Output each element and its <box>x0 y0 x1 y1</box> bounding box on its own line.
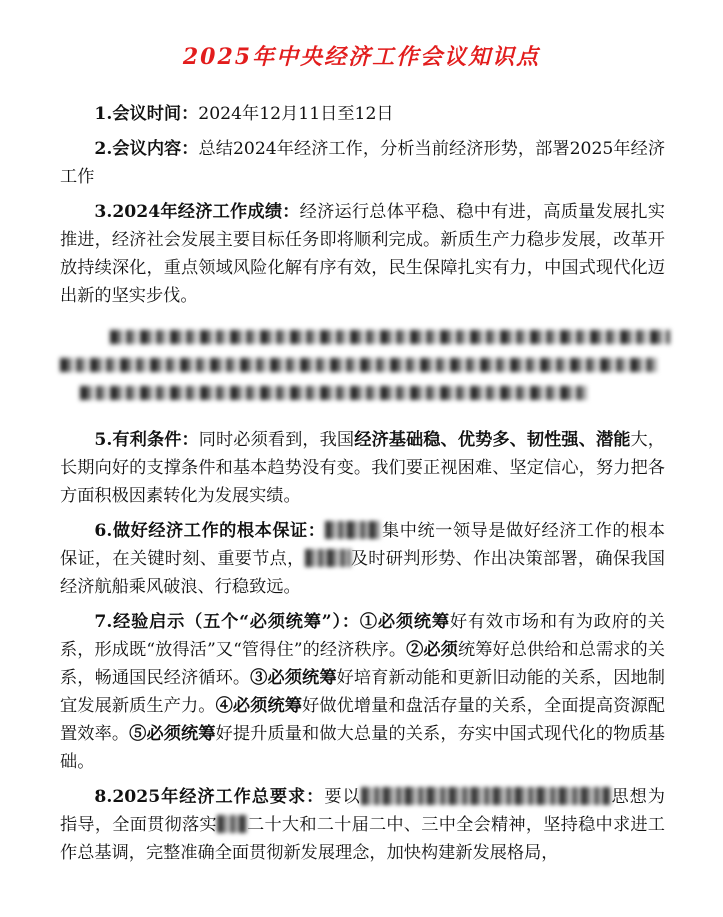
redacted-text <box>305 549 351 567</box>
item-text: 统筹好总供给和总需求的关系，畅通国民经济循环。 <box>60 640 665 688</box>
redacted-line <box>80 386 590 400</box>
item-emphasis: ④必须统筹 <box>215 696 303 716</box>
item-emphasis: ③必须统筹 <box>250 668 337 688</box>
item-text: 要以 <box>324 787 361 807</box>
item-text: 及时研判形势、作出决策部署，确保我国经济航船乘风破浪、行稳致远。 <box>60 549 665 597</box>
document-body <box>60 100 665 874</box>
item-label: 5.有利条件： <box>94 430 199 450</box>
item-meeting-content <box>60 135 665 191</box>
redacted-block <box>60 324 665 408</box>
item-fundamental-guarantee <box>60 517 665 601</box>
item-text: 集中统一领导是做好经济工作的根本保证，在关键时刻、重要节点， <box>60 521 665 569</box>
redacted-text <box>325 521 381 539</box>
item-text: 经济运行总体平稳、稳中有进，高质量发展扎实推进，经济社会发展主要目标任务即将顺利完成。新质生产力稳步发展，改革开放持续深化，重点领域风险化解有序有效，民生保障扎实有力，中国式现代化迈出新的坚实步伐。 <box>60 202 665 306</box>
item-label: 2.会议内容： <box>94 139 199 159</box>
document-title: 2025年中央经济工作会议知识点 <box>182 44 541 70</box>
redacted-text <box>361 787 611 805</box>
redacted-text <box>217 815 247 833</box>
item-emphasis: ①必须统筹 <box>359 612 450 632</box>
item-label: 6.做好经济工作的根本保证： <box>94 521 326 541</box>
item-experience-lessons <box>60 608 665 776</box>
item-label: 1.会议时间： <box>94 104 199 124</box>
item-text: 2024年12月11日至12日 <box>198 104 394 124</box>
item-text: 好提升质量和做大总量的关系，夯实中国式现代化的物质基础。 <box>60 724 665 772</box>
redacted-line <box>110 330 670 344</box>
item-text: 同时必须看到，我国 <box>198 430 355 450</box>
item-text: 总结2024年经济工作，分析当前经济形势，部署2025年经济工作 <box>60 139 666 187</box>
item-text: 好培育新动能和更新旧动能的关系，因地制宜发展新质生产力。 <box>60 668 665 716</box>
item-emphasis: 经济基础稳、优势多、韧性强、潜能 <box>354 430 631 450</box>
item-text: 好有效市场和有为政府的关系，形成既“放得活”又“管得住”的经济秩序。 <box>60 612 665 660</box>
item-2025-requirements <box>60 783 665 867</box>
item-text: 好做优增量和盘活存量的关系，全面提高资源配置效率。 <box>60 696 665 744</box>
item-emphasis: ⑤必须统筹 <box>129 724 216 744</box>
item-label: 3.2024年经济工作成绩： <box>94 202 300 222</box>
item-text: 思想为指导，全面贯彻落实 <box>60 787 665 835</box>
item-emphasis: ②必须 <box>406 640 458 660</box>
item-favorable-conditions <box>60 426 665 510</box>
redacted-line <box>60 358 660 372</box>
item-text: 大，长期向好的支撑条件和基本趋势没有变。我们要正视困难、坚定信心，努力把各方面积极因素转化为发展实绩。 <box>60 430 665 506</box>
item-label: 7.经验启示（五个“必须统筹”）： <box>94 612 360 632</box>
item-text: 二十大和二十届二中、三中全会精神，坚持稳中求进工作总基调，完整准确全面贯彻新发展理念，加快构建新发展格局， <box>60 815 665 863</box>
item-meeting-time <box>60 100 665 128</box>
item-label: 8.2025年经济工作总要求： <box>94 787 325 807</box>
item-2024-achievements <box>60 198 665 310</box>
